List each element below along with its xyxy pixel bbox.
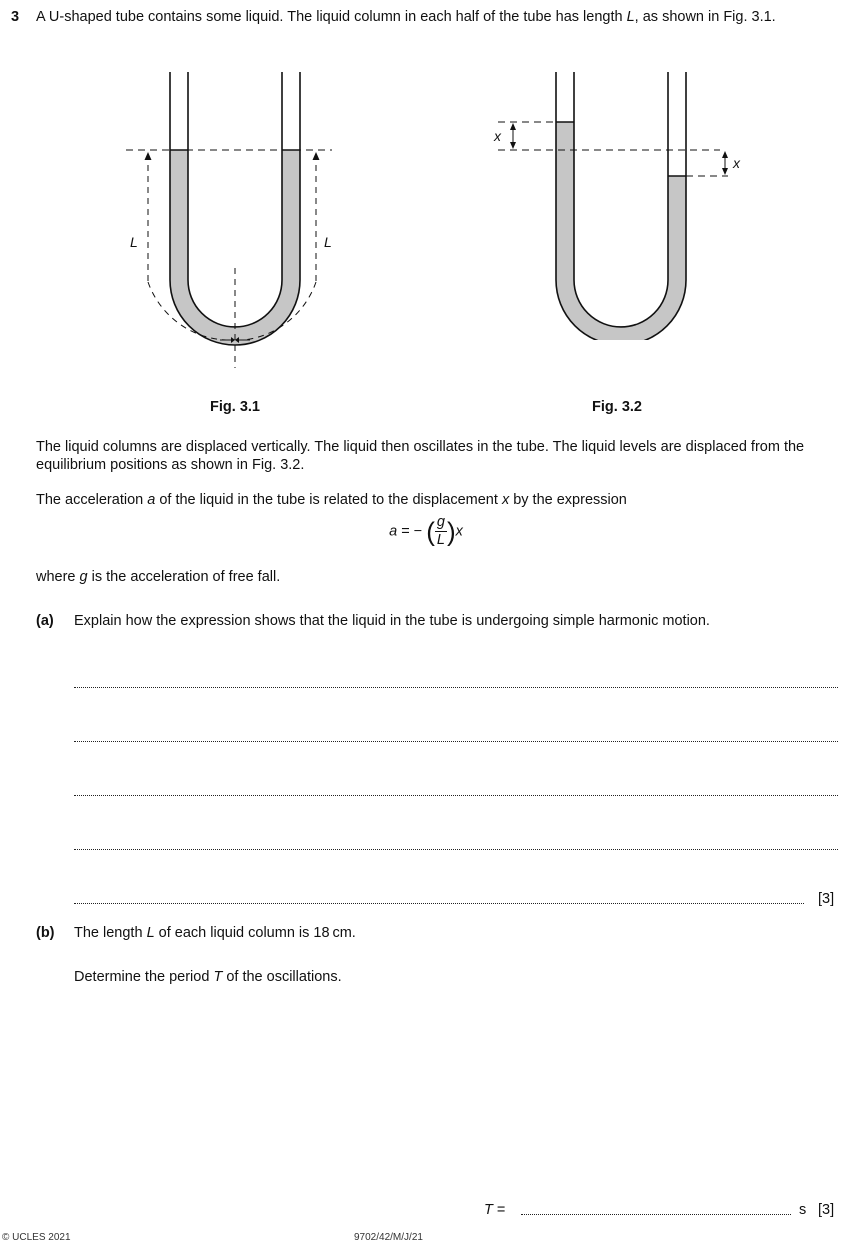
equation (0, 515, 852, 549)
eq-paren-close: ) (446, 516, 456, 547)
eq-equals: = − (401, 523, 423, 540)
answer-line-t[interactable] (521, 1214, 791, 1215)
intro-text-end: , as shown in Fig. 3.1. (634, 9, 776, 25)
part-b-question (74, 968, 838, 986)
partb-text1-a: The length (74, 925, 143, 941)
paragraph-free-fall (36, 568, 836, 586)
partb-text2-b: of the oscillations. (226, 969, 342, 985)
para3-text-b: is the acceleration of free fall. (91, 569, 281, 585)
part-a-question: Explain how the expression shows that the liquid in the tube is undergoing simple harmonic motion. (74, 613, 710, 629)
question-number: 3 (11, 9, 20, 25)
paragraph-displaced: The liquid columns are displaced vertically. The liquid then oscillates in the tube. The liquid levels are displaced from the equilibrium positions as shown in Fig. 3.2. (36, 439, 805, 474)
fig1-label-right: L (324, 234, 332, 250)
intro-text: A U-shaped tube contains some liquid. The liquid column in each half of the tube has length (36, 9, 623, 25)
partb-var-l: L (146, 925, 155, 941)
figure-3-1 (100, 60, 360, 380)
eq-paren-open: ( (426, 516, 435, 547)
figure-3-2 (480, 60, 760, 340)
answer-line-a2[interactable] (74, 741, 838, 742)
fig1-caption: Fig. 3.1 (210, 399, 260, 415)
fig2-caption: Fig. 3.2 (592, 399, 642, 415)
eq-denominator: L (436, 531, 445, 548)
para2-var-a: a (147, 492, 156, 508)
answer-t-var: T (484, 1202, 493, 1218)
partb-text1-b: of each liquid column is 18 cm. (158, 925, 356, 941)
part-b-label: (b) (36, 925, 55, 941)
fig1-label-left: L (130, 234, 138, 250)
answer-t-equals: = (496, 1202, 506, 1218)
answer-line-a4[interactable] (74, 849, 838, 850)
answer-t-label (484, 1201, 505, 1219)
paragraph-acceleration (36, 491, 836, 509)
footer-copyright: © UCLES 2021 (2, 1232, 71, 1243)
para2-text-b: of the liquid in the tube is related to the displacement (159, 492, 498, 508)
partb-text2-a: Determine the period (74, 969, 210, 985)
answer-line-a3[interactable] (74, 795, 838, 796)
part-b-length (74, 924, 838, 942)
para3-text-a: where (36, 569, 76, 585)
eq-numerator: g (436, 514, 445, 530)
part-b-marks: [3] (818, 1202, 835, 1218)
answer-line-a1[interactable] (74, 687, 838, 688)
eq-rhs: x (455, 523, 463, 540)
eq-fraction (435, 515, 447, 549)
fig2-label-lower: x (733, 155, 740, 171)
para2-text-a: The acceleration (36, 492, 144, 508)
liquid-fig2 (556, 122, 686, 340)
part-a-label: (a) (36, 613, 54, 629)
para2-var-x: x (501, 492, 510, 508)
para2-text-c: by the expression (513, 492, 627, 508)
partb-var-t: T (213, 969, 223, 985)
answer-line-a5[interactable] (74, 903, 804, 904)
part-a-marks: [3] (818, 891, 835, 907)
intro-var: L (626, 9, 635, 25)
eq-lhs: a (389, 523, 398, 540)
para3-var-g: g (79, 569, 88, 585)
question-intro (36, 8, 836, 26)
fig2-label-upper: x (494, 128, 501, 144)
answer-t-unit: s (799, 1202, 807, 1218)
footer-code: 9702/42/M/J/21 (354, 1232, 423, 1243)
